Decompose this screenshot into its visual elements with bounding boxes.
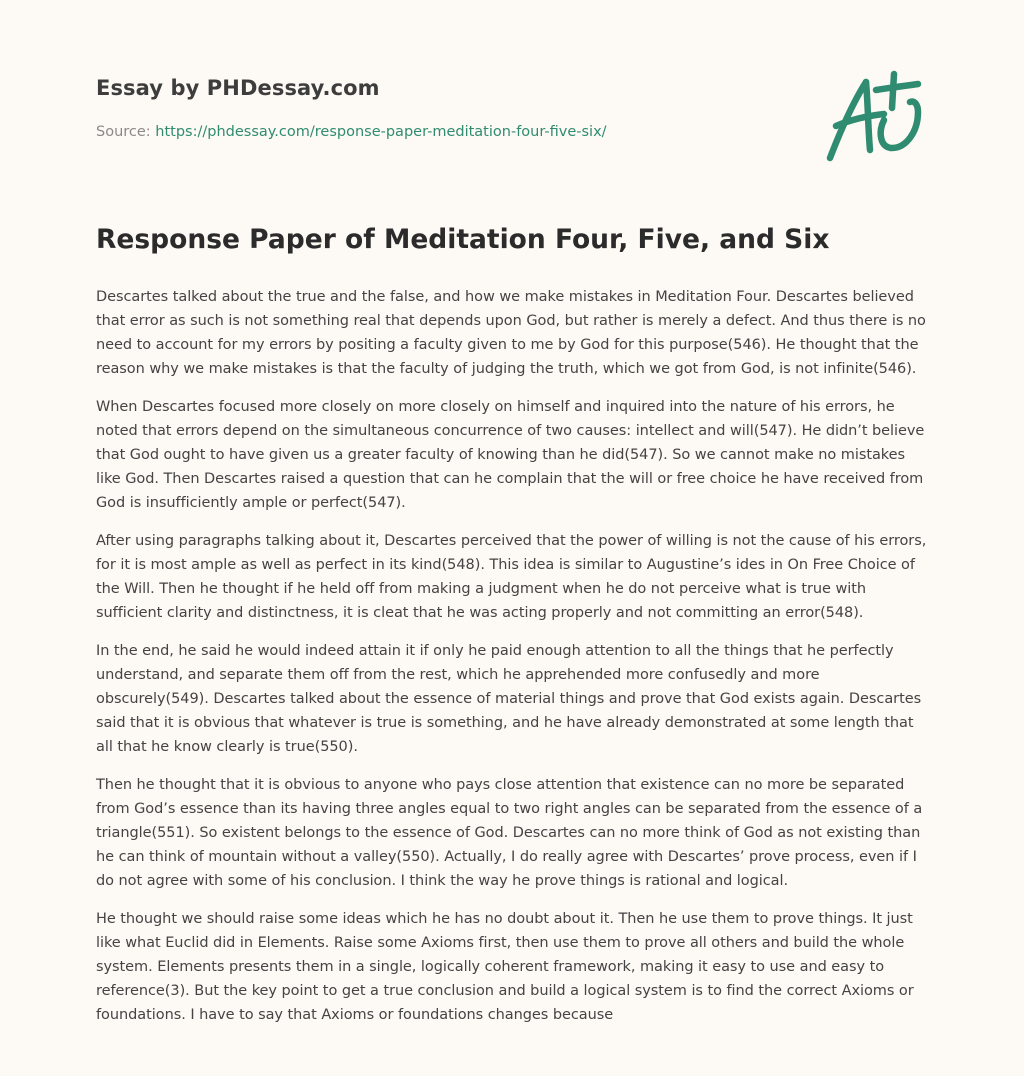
paragraph: In the end, he said he would indeed attain it if only he paid enough attention to all the things that he perfectly understand, and separate them off from the rest, which he apprehended more confusedly and more obscurely(549). Descartes talked about the essence of material things and prove that God exists again. Descartes said that it is obvious that whatever is true is something, and he have already demonstrated at some length that all that he know clearly is true(550). xyxy=(96,643,922,755)
source-label: Source: xyxy=(96,124,151,140)
paragraph: Descartes talked about the true and the false, and how we make mistakes in Meditation Four. Descartes believed that error as such is not something real that depends upon God, but rather is merely a defect. And thus there is no need to account for my errors by positing a faculty given to me by God for this purpose(546). He thought that the reason why we make mistakes is that the faculty of judging the truth, which we got from God, is not infinite(546). xyxy=(96,289,926,377)
paragraph: He thought we should raise some ideas which he has no doubt about it. Then he use them to prove things. It just like what Euclid did in Elements. Raise some Axioms first, then use them to prove all others and build the whole system. Elements presents them in a single, logically coherent framework, making it easy to use and easy to reference(3). But the key point to get a true conclusion and build a logical system is to find the correct Axioms or foundations. I have to say that Axioms or foundations changes because xyxy=(96,911,914,1023)
paragraph: Then he thought that it is obvious to anyone who pays close attention that existence can no more be separated from God’s essence than its having three angles equal to two right angles can be separated from the essence of a triangle(551). So existent belongs to the essence of God. Descartes can no more think of God as not existing than he can think of mountain without a valley(550). Actually, I do really agree with Descartes’ prove process, even if I do not agree with some of his conclusion. I think the way he prove things is rational and logical. xyxy=(96,777,923,889)
source-line xyxy=(96,124,607,140)
document-body xyxy=(96,285,930,1041)
document-title: Response Paper of Meditation Four, Five, and Six xyxy=(96,224,830,255)
paragraph: When Descartes focused more closely on more closely on himself and inquired into the nature of his errors, he noted that errors depend on the simultaneous concurrence of two causes: intellect and will(547). He didn’t believe that God ought to have given us a greater faculty of knowing than he did(547). So we cannot make no mistakes like God. Then Descartes raised a question that can he complain that the will or free choice he have received from God is insufficiently ample or perfect(547). xyxy=(96,399,925,511)
paragraph: After using paragraphs talking about it, Descartes perceived that the power of willing is not the cause of his errors, for it is most ample as well as perfect in its kind(548). This idea is similar to Augustine’s ides in On Free Choice of the Will. Then he thought if he held off from making a judgment when he do not perceive what is true with sufficient clarity and distinctness, it is cleat that he was acting properly and not committing an error(548). xyxy=(96,533,927,621)
source-link[interactable]: https://phdessay.com/response-paper-meditation-four-five-six/ xyxy=(155,124,607,140)
site-title: Essay by PHDessay.com xyxy=(96,76,380,100)
a-plus-logo-icon xyxy=(822,68,926,164)
